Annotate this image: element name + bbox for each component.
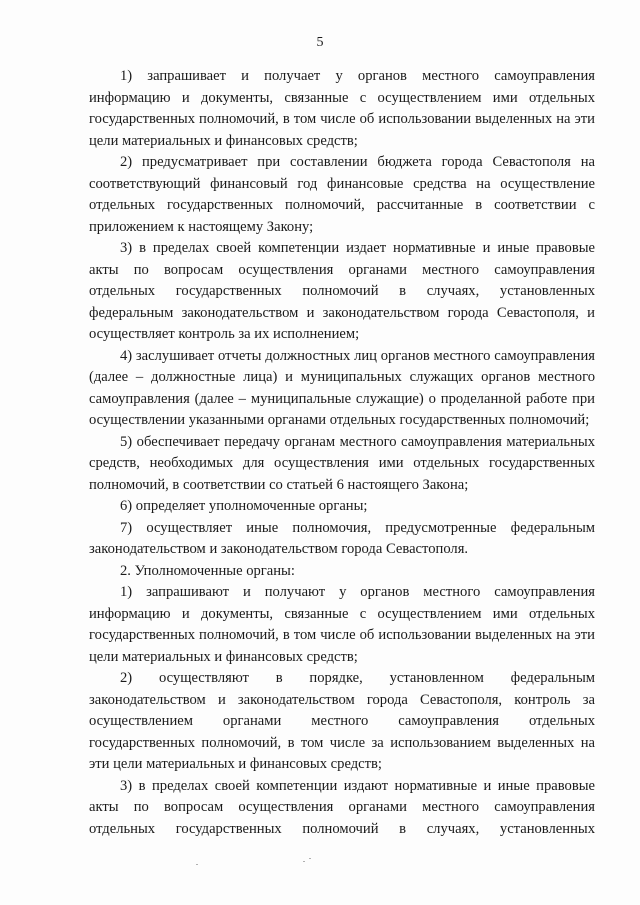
section-heading-authorized-bodies: 2. Уполномоченные органы: xyxy=(120,562,295,579)
paragraph-item-7: 7) осуществляет иные полномочия, предусмотренные федеральным законодательством и законодательством города Севастополя. xyxy=(89,519,595,557)
paragraph-item-1: 1) запрашивает и получает у органов местного самоуправления информацию и документы, связанные с осуществлением ими отдельных государственных полномочий, в том числе об использовании выделенных на эти цели материальных и финансовых средств; xyxy=(89,68,595,149)
paragraph-item-4: 4) заслушивает отчеты должностных лиц органов местного самоуправления (далее – должностные лица) и муниципальных служащих органов местного самоуправления (далее – муниципальные служащие) о проделанной работе при осуществлении указанными органами отдельных государственных полномочий; xyxy=(89,347,595,428)
document-body xyxy=(89,66,595,840)
paragraph-item-10: 2) осуществляют в порядке, установленном федеральным законодательством и законодательством города Севастополя, контроль за осуществлением органами местного самоуправления отдельных государственных полномочий, в том числе за использованием выделенных на эти цели материальных и финансовых средств; xyxy=(89,670,595,772)
page-number: 5 xyxy=(316,35,324,50)
paragraph-item-11: 3) в пределах своей компетенции издают нормативные и иные правовые акты по вопросам осуществления органами местного самоуправления отдельных государственных полномочий в случаях, установленных xyxy=(89,777,595,837)
paragraph-item-3: 3) в пределах своей компетенции издает нормативные и иные правовые акты по вопросам осуществления органами местного самоуправления отдельных государственных полномочий в случаях, установленных федеральным законодательством и законодательством города Севастополя, и осуществляет контроль за их исполнением; xyxy=(89,240,595,342)
paragraph-item-6: 6) определяет уполномоченные органы; xyxy=(120,498,368,514)
scan-speck xyxy=(309,858,311,859)
paragraph-item-9: 1) запрашивают и получают у органов местного самоуправления информацию и документы, связанные с осуществлением ими отдельных государственных полномочий, в том числе об использовании выделенных на эти цели материальных и финансовых средств; xyxy=(89,584,595,665)
scan-speck xyxy=(196,864,198,865)
scan-speck xyxy=(303,861,305,862)
paragraph-item-5: 5) обеспечивает передачу органам местного самоуправления материальных средств, необходимых для осуществления ими отдельных государственных полномочий, в соответствии со статьей 6 настоящего Закона; xyxy=(89,433,595,493)
paragraph-item-2: 2) предусматривает при составлении бюджета города Севастополя на соответствующий финансовый год финансовые средства на осуществление отдельных государственных полномочий, рассчитанные в соответствии с приложением к настоящему Закону; xyxy=(89,154,595,235)
